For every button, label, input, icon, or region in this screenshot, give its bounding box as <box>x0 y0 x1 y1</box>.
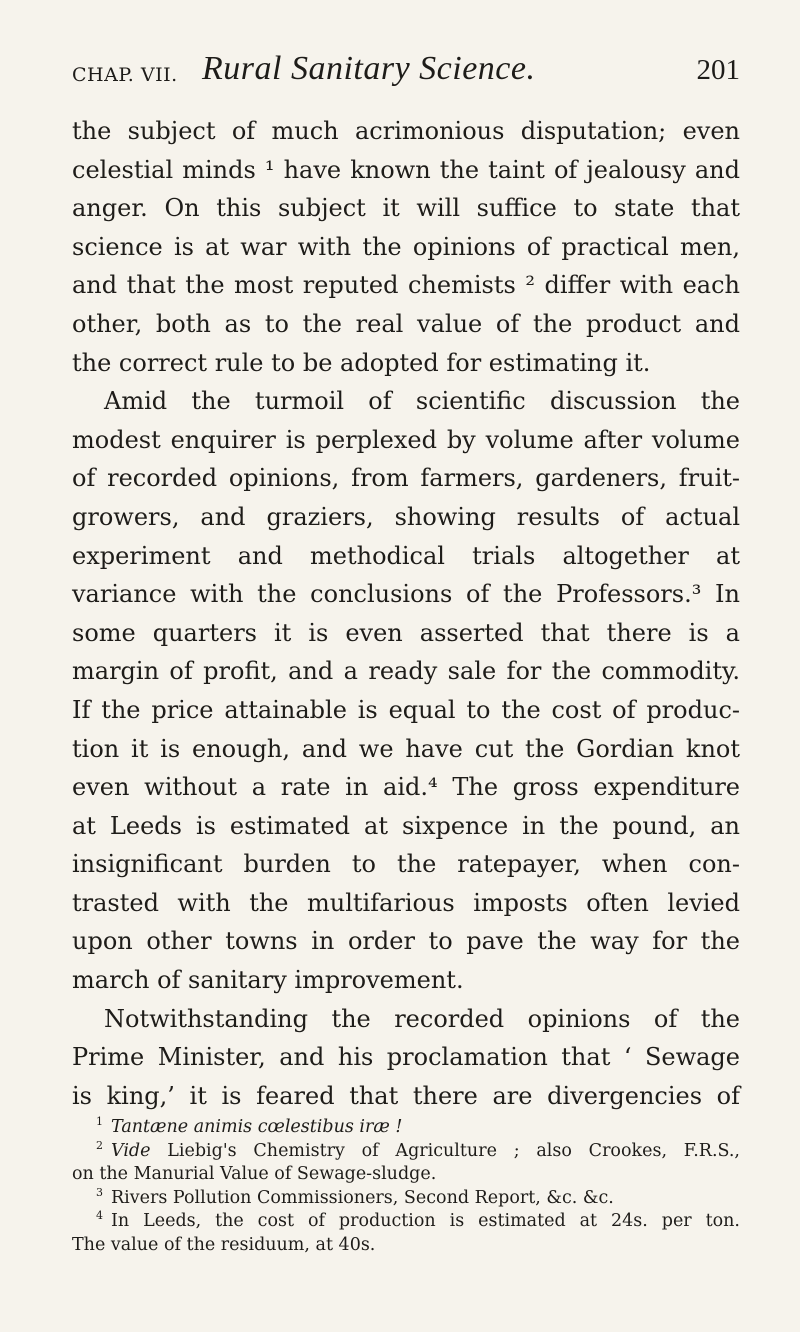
running-title: Rural Sanitary Science. <box>202 50 536 87</box>
text-line: the correct rule to be adopted for estimating it. <box>72 348 651 377</box>
text-line: and that the most reputed chemists ² differ with each <box>72 271 740 300</box>
text-line: modest enquirer is perplexed by volume after volume <box>72 425 740 454</box>
footnote-3 <box>72 1187 740 1211</box>
footnote-4-cont: The value of the residuum, at 40s. <box>72 1234 376 1255</box>
text-line: anger. On this subject it will suffice to state that <box>72 194 740 223</box>
text-line: celestial minds ¹ have known the taint of jealousy and <box>72 155 740 184</box>
footnote-text: Tantæne animis cœlestibus iræ ! <box>111 1117 403 1137</box>
footnote-vide: Vide <box>111 1140 151 1161</box>
text-line: If the price attainable is equal to the cost of produc- <box>72 695 740 724</box>
text-line: Prime Minister, and his proclamation that ‘ Sewage <box>72 1043 740 1072</box>
footnote-marker: 2 <box>96 1138 103 1152</box>
footnote-text: In Leeds, the cost of production is estimated at 24s. per ton. <box>111 1211 740 1231</box>
text-line: of recorded opinions, from farmers, gardeners, fruit- <box>72 464 740 493</box>
text-line: trasted with the multifarious imposts often levied <box>72 888 740 917</box>
footnote-4 <box>72 1210 740 1234</box>
footnote-text: Rivers Pollution Commissioners, Second Report, &c. &c. <box>111 1187 614 1208</box>
text-line: science is at war with the opinions of practical men, <box>72 232 740 261</box>
footnote-marker: 3 <box>96 1185 103 1199</box>
text-line: insignificant burden to the ratepayer, when con- <box>72 850 740 879</box>
text-line: the subject of much acrimonious disputation; even <box>72 117 740 145</box>
text-line: is king,’ it is feared that there are divergencies of <box>72 1081 740 1110</box>
text-line: some quarters it is even asserted that there is a <box>72 618 740 647</box>
text-line: Notwithstanding the recorded opinions of the <box>104 1004 740 1033</box>
text-line: margin of profit, and a ready sale for the commodity. <box>72 657 740 686</box>
text-line: variance with the conclusions of the Professors.³ In <box>72 580 740 609</box>
running-head <box>72 50 740 94</box>
footnote-2 <box>72 1140 740 1164</box>
footnote-marker: 1 <box>96 1115 103 1129</box>
text-line: at Leeds is estimated at sixpence in the pound, an <box>72 811 740 840</box>
chapter-label: CHAP. VII. <box>72 64 178 86</box>
text-line: Amid the turmoil of scientific discussion the <box>104 387 740 416</box>
text-line: upon other towns in order to pave the way for the <box>72 927 740 956</box>
body-text <box>72 112 740 1115</box>
text-line: tion it is enough, and we have cut the Gordian knot <box>72 734 740 763</box>
text-line: growers, and graziers, showing results of actual <box>72 502 740 531</box>
text-line: march of sanitary improvement. <box>72 966 464 995</box>
text-line: other, both as to the real value of the product and <box>72 309 740 338</box>
footnotes <box>72 1116 740 1257</box>
text-line: experiment and methodical trials altogether at <box>72 541 740 570</box>
text-line: even without a rate in aid.⁴ The gross expenditure <box>72 773 740 802</box>
footnote-1 <box>72 1116 740 1140</box>
footnote-text: Liebig's Chemistry of Agriculture ; also Crookes, F.R.S., <box>150 1140 740 1161</box>
footnote-2-cont: on the Manurial Value of Sewage-sludge. <box>72 1164 437 1184</box>
page-number: 201 <box>696 54 740 86</box>
footnote-marker: 4 <box>96 1209 103 1223</box>
